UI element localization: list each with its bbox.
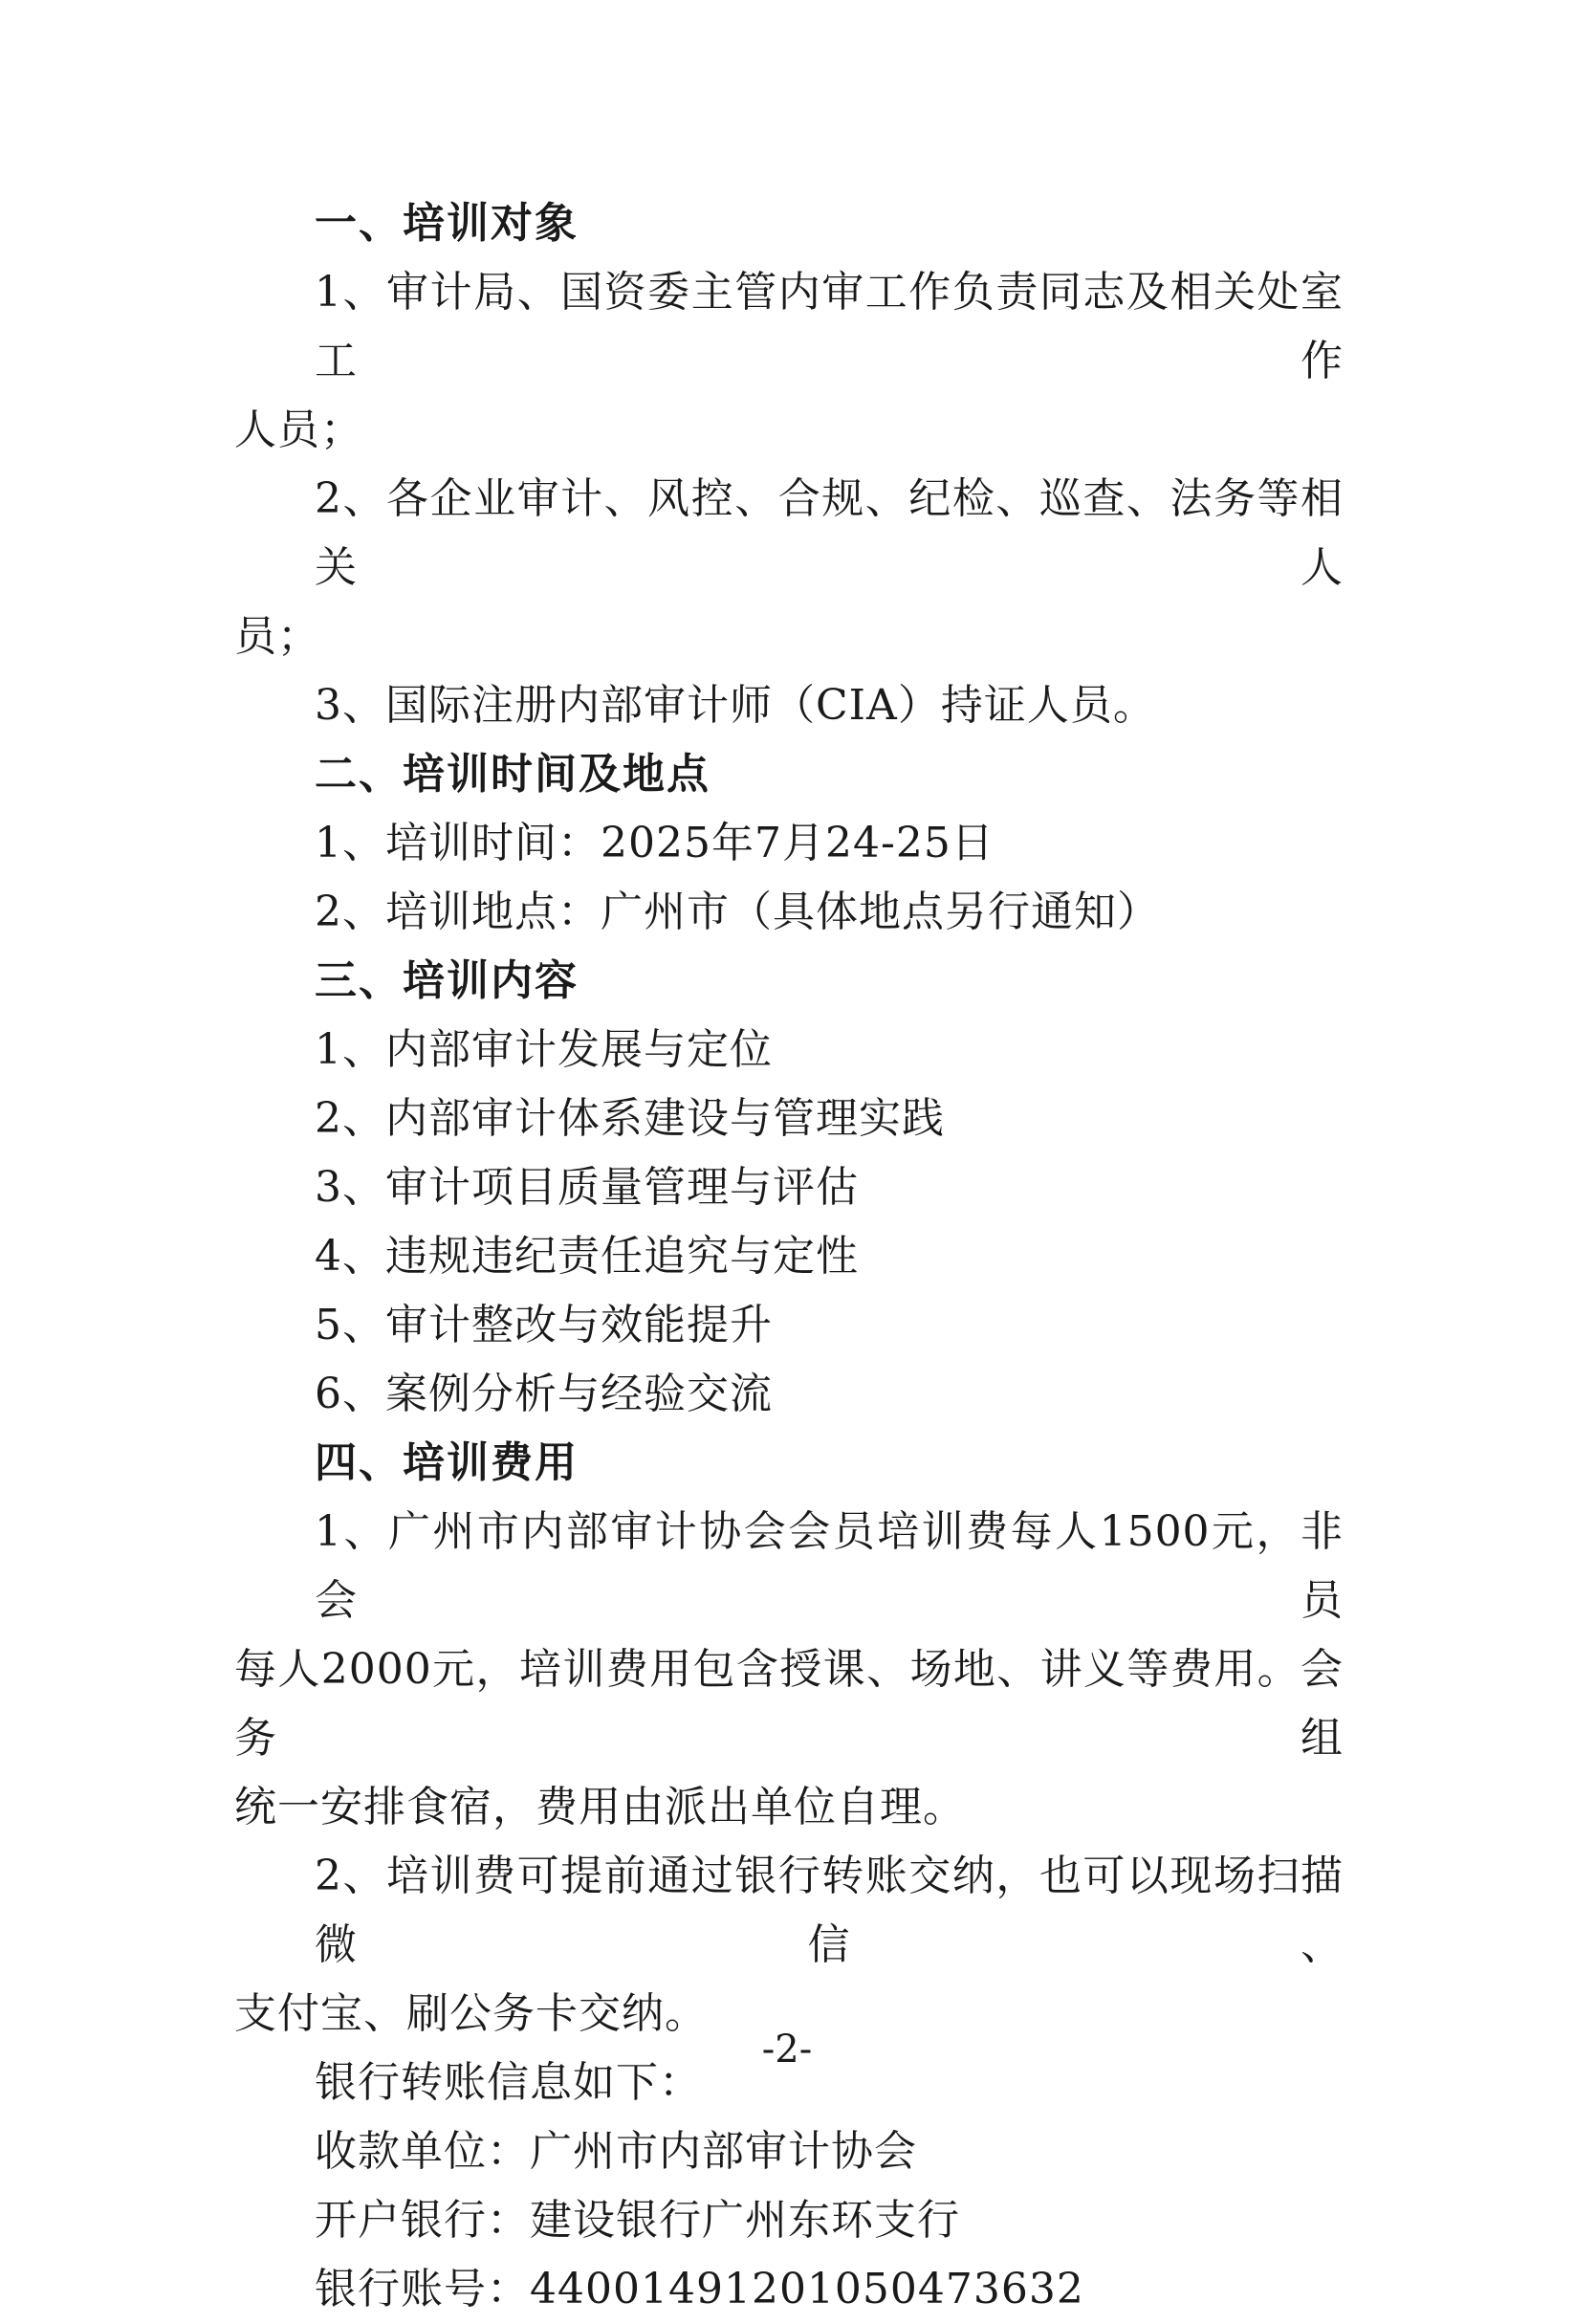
content-item-5: 5、审计整改与效能提升 [315, 1301, 773, 1349]
section-heading-training-targets: 一、培训对象 [315, 199, 579, 248]
bank-info-intro: 银行转账信息如下： [315, 2058, 702, 2107]
section-heading-content: 三、培训内容 [315, 956, 579, 1005]
bank-payee: 收款单位：广州市内部审计协会 [315, 2127, 917, 2176]
content-item-4: 4、违规违纪责任追究与定性 [315, 1232, 859, 1281]
content-item-6: 6、案例分析与经验交流 [315, 1370, 773, 1418]
bank-account: 银行账号：44001491201050473632 [315, 2265, 1084, 2313]
fee-paragraph-1-line-3: 统一安排食宿，费用由派出单位自理。 [234, 1783, 966, 1831]
fee-paragraph-2-line-2: 支付宝、刷公务卡交纳。 [234, 1989, 708, 2038]
bank-name: 开户银行：建设银行广州东环支行 [315, 2196, 960, 2245]
target-item-3: 3、国际注册内部审计师（CIA）持证人员。 [315, 681, 1156, 730]
content-item-2: 2、内部审计体系建设与管理实践 [315, 1094, 945, 1143]
training-place: 2、培训地点：广州市（具体地点另行通知） [315, 888, 1160, 936]
target-item-1-line-2: 人员； [234, 406, 363, 454]
content-item-1: 1、内部审计发展与定位 [315, 1025, 773, 1074]
content-item-3: 3、审计项目质量管理与评估 [315, 1163, 859, 1212]
target-item-2-line-2: 员； [234, 612, 320, 661]
target-item-1-line-1: 1、审计局、国资委主管内审工作负责同志及相关处室工作 [315, 268, 1344, 385]
page-number: -2- [761, 2028, 813, 2072]
training-time: 1、培训时间：2025年7月24-25日 [315, 819, 995, 867]
target-item-2-line-1: 2、各企业审计、风控、合规、纪检、巡查、法务等相关人 [315, 474, 1344, 592]
section-heading-time-place: 二、培训时间及地点 [315, 750, 710, 799]
section-heading-fees: 四、培训费用 [315, 1438, 579, 1487]
document-body [234, 189, 1344, 2324]
fee-paragraph-1-line-1: 1、广州市内部审计协会会员培训费每人1500元，非会员 [315, 1507, 1344, 1625]
fee-paragraph-2-line-1: 2、培训费可提前通过银行转账交纳，也可以现场扫描微信、 [315, 1852, 1344, 1969]
fee-paragraph-1-line-2: 每人2000元，培训费用包含授课、场地、讲义等费用。会务组 [234, 1645, 1344, 1763]
